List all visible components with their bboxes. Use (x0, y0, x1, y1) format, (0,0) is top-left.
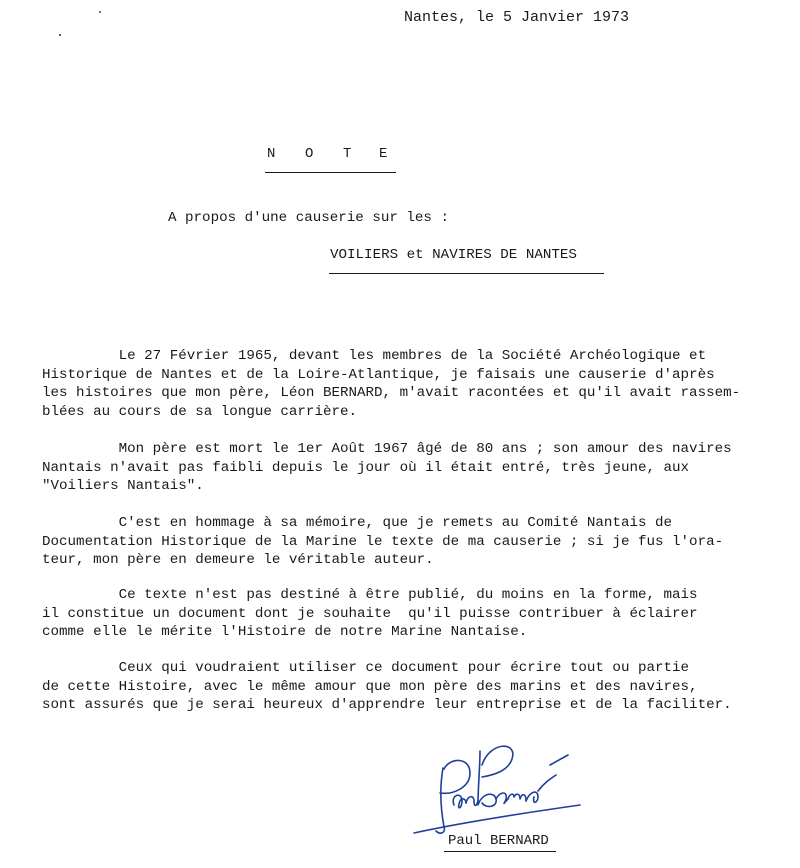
paragraph-line: Ceux qui voudraient utiliser ce document pour écrire tout ou partie (42, 660, 690, 676)
subject-underline (329, 273, 604, 274)
paragraph (42, 586, 800, 642)
title-underline (265, 172, 396, 173)
paragraph (42, 659, 800, 715)
dateline: Nantes, le 5 Janvier 1973 (404, 9, 630, 26)
paper-speck (59, 34, 61, 36)
paragraph-line: Nantais n'avait pas faibli depuis le jour où il était entré, très jeune, aux (42, 459, 690, 476)
paragraph-line: Le 27 Février 1965, devant les membres de la Société Archéologique et (42, 348, 707, 364)
apropos-line: A propos d'une causerie sur les : (168, 210, 449, 226)
paragraph-line: teur, mon père en demeure le véritable auteur. (42, 552, 434, 569)
title-letter: O (305, 146, 314, 162)
subject-heading: VOILIERS et NAVIRES DE NANTES (330, 247, 577, 263)
paragraph-line: C'est en hommage à sa mémoire, que je remets au Comité Nantais de (42, 515, 673, 531)
paragraph-line: comme elle le mérite l'Histoire de notre Marine Nantaise. (42, 624, 528, 641)
paragraph-line: blées au cours de sa longue carrière. (42, 403, 358, 420)
paper-speck (99, 11, 101, 13)
title-letter: T (343, 146, 352, 162)
paragraph-line: Documentation Historique de la Marine le texte de ma causerie ; si je fus l'ora- (42, 533, 724, 550)
signatory-name: Paul BERNARD (448, 833, 549, 849)
paragraph-line: il constitue un document dont je souhaite qu'il puisse contribuer à éclairer (42, 605, 698, 622)
paragraph (42, 347, 800, 421)
paragraph-line: Historique de Nantes et de la Loire-Atlantique, je faisais une causerie d'après (42, 366, 715, 383)
handwritten-signature (410, 735, 585, 835)
paragraph-line: Mon père est mort le 1er Août 1967 âgé de 80 ans ; son amour des navires (42, 441, 732, 457)
paragraph-line: sont assurés que je serai heureux d'apprendre leur entreprise et de la faciliter. (42, 697, 732, 714)
paragraph (42, 440, 800, 496)
paragraph (42, 514, 800, 570)
paragraph-line: les histoires que mon père, Léon BERNARD, m'avait racontées et qu'il avait rassem- (42, 385, 741, 402)
paragraph-line: de cette Histoire, avec le même amour que mon père des marins et des navires, (42, 678, 698, 695)
title-letter: E (379, 146, 388, 162)
paragraph-line: Ce texte n'est pas destiné à être publié, du moins en la forme, mais (42, 587, 698, 603)
title-letter: N (267, 146, 276, 162)
paragraph-line: "Voiliers Nantais". (42, 478, 204, 495)
signatory-underline (444, 851, 556, 852)
